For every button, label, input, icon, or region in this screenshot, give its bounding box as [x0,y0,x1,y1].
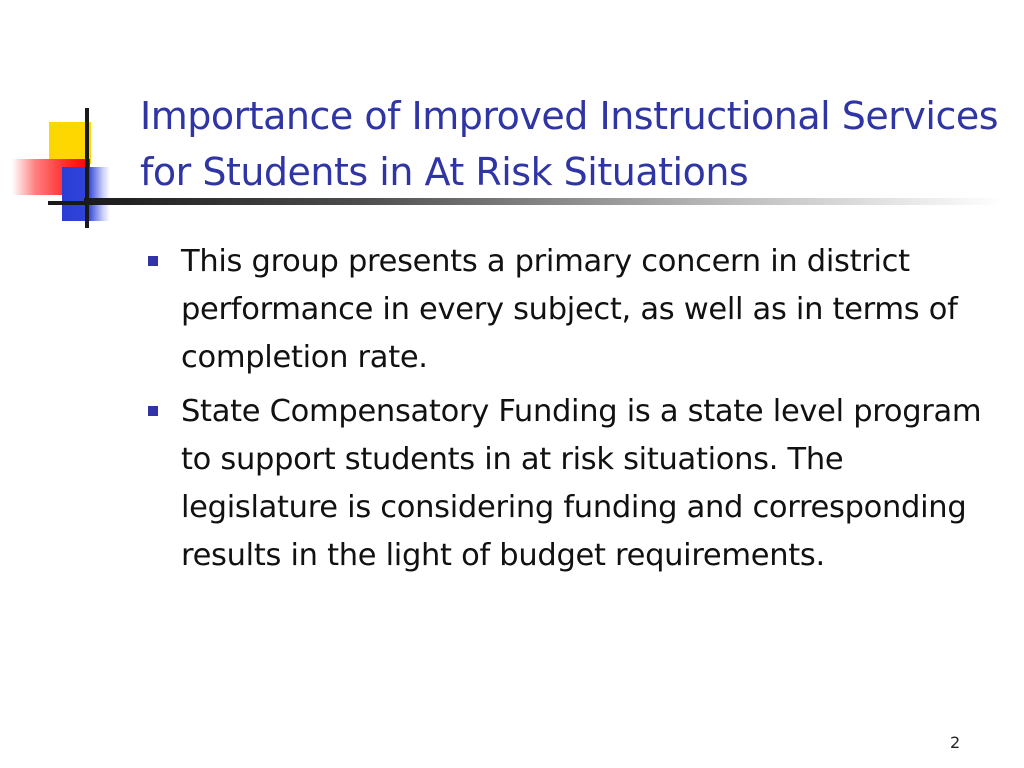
square-bullet-icon [148,406,158,416]
bullet-text: State Compensatory Funding is a state level program to support students in at risk situations. The legislature is considering funding and corresponding results in the light of budget requirements. [181,394,982,573]
page-number: 2 [950,733,961,752]
slide-title: Importance of Improved Instructional Services for Students in At Risk Situations [140,94,999,194]
square-bullet-icon [148,256,158,266]
bullet-text: This group presents a primary concern in district performance in every subject, as well as in terms of completion rate. [181,244,958,375]
title-divider [84,198,1004,205]
bullet-list [146,238,1006,586]
list-item [146,388,1006,580]
logo-vertical-line [85,108,89,228]
list-item [146,238,1006,382]
